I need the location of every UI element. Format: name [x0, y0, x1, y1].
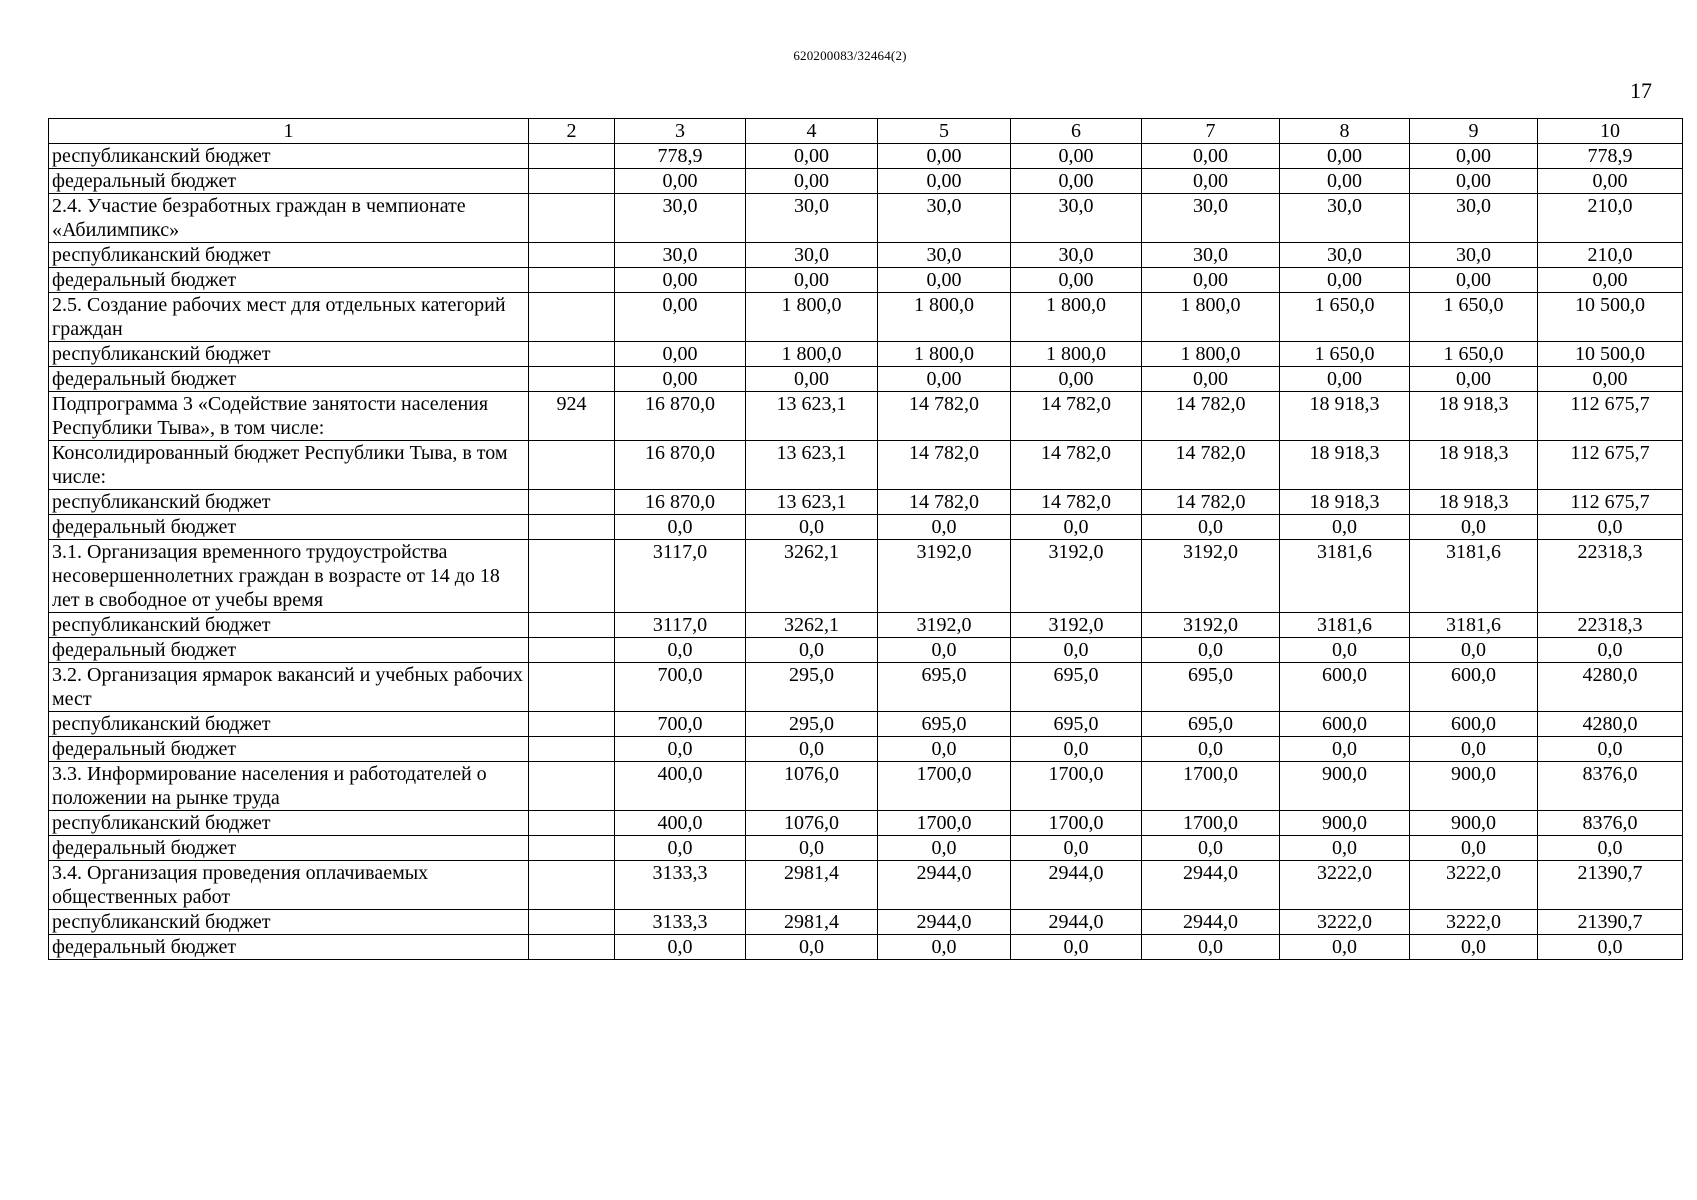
value-cell-col-7: 2944,0 — [1142, 861, 1280, 910]
value-cell-col-8: 3222,0 — [1280, 861, 1410, 910]
value-cell-col-6: 0,0 — [1011, 836, 1142, 861]
table-row — [49, 392, 1683, 441]
value-cell-col-10: 0,0 — [1538, 638, 1683, 663]
value-cell-col-8: 18 918,3 — [1280, 490, 1410, 515]
value-cell-col-10: 112 675,7 — [1538, 392, 1683, 441]
value-cell-col-10: 210,0 — [1538, 194, 1683, 243]
table-row — [49, 737, 1683, 762]
value-cell-col-6: 30,0 — [1011, 243, 1142, 268]
document-number: 620200083/32464(2) — [793, 48, 907, 63]
row-code-cell — [529, 169, 615, 194]
table-row — [49, 293, 1683, 342]
page-number: 17 — [1630, 78, 1652, 103]
value-cell-col-6: 0,0 — [1011, 935, 1142, 960]
value-cell-col-5: 1 800,0 — [878, 342, 1011, 367]
value-cell-col-5: 14 782,0 — [878, 441, 1011, 490]
value-cell-col-7: 695,0 — [1142, 663, 1280, 712]
value-cell-col-8: 0,0 — [1280, 836, 1410, 861]
value-cell-col-8: 600,0 — [1280, 663, 1410, 712]
value-cell-col-4: 0,0 — [746, 836, 878, 861]
value-cell-col-5: 1700,0 — [878, 762, 1011, 811]
row-name-cell: федеральный бюджет — [49, 836, 529, 861]
row-code-cell — [529, 367, 615, 392]
value-cell-col-7: 14 782,0 — [1142, 441, 1280, 490]
value-cell-col-8: 0,0 — [1280, 515, 1410, 540]
value-cell-col-4: 0,0 — [746, 935, 878, 960]
value-cell-col-4: 295,0 — [746, 663, 878, 712]
value-cell-col-3: 0,0 — [615, 737, 746, 762]
table-row — [49, 638, 1683, 663]
value-cell-col-4: 1 800,0 — [746, 342, 878, 367]
value-cell-col-7: 0,00 — [1142, 268, 1280, 293]
value-cell-col-6: 2944,0 — [1011, 861, 1142, 910]
table-row — [49, 540, 1683, 613]
value-cell-col-8: 0,0 — [1280, 638, 1410, 663]
value-cell-col-3: 0,0 — [615, 935, 746, 960]
table-row — [49, 762, 1683, 811]
value-cell-col-7: 14 782,0 — [1142, 392, 1280, 441]
table-row — [49, 910, 1683, 935]
value-cell-col-4: 0,0 — [746, 638, 878, 663]
value-cell-col-9: 600,0 — [1410, 663, 1538, 712]
row-code-cell — [529, 194, 615, 243]
value-cell-col-4: 0,00 — [746, 169, 878, 194]
value-cell-col-4: 2981,4 — [746, 861, 878, 910]
value-cell-col-3: 778,9 — [615, 144, 746, 169]
row-name-cell: 2.4. Участие безработных граждан в чемпионате «Абилимпикс» — [49, 194, 529, 243]
value-cell-col-5: 1 800,0 — [878, 293, 1011, 342]
value-cell-col-6: 0,0 — [1011, 515, 1142, 540]
value-cell-col-9: 900,0 — [1410, 811, 1538, 836]
value-cell-col-4: 3262,1 — [746, 613, 878, 638]
table-row — [49, 663, 1683, 712]
value-cell-col-10: 10 500,0 — [1538, 342, 1683, 367]
value-cell-col-9: 3222,0 — [1410, 861, 1538, 910]
table-row — [49, 712, 1683, 737]
row-code-cell — [529, 268, 615, 293]
value-cell-col-4: 13 623,1 — [746, 392, 878, 441]
row-code-cell — [529, 144, 615, 169]
value-cell-col-7: 1700,0 — [1142, 762, 1280, 811]
value-cell-col-4: 1076,0 — [746, 762, 878, 811]
value-cell-col-4: 1076,0 — [746, 811, 878, 836]
value-cell-col-9: 0,0 — [1410, 515, 1538, 540]
value-cell-col-4: 0,00 — [746, 144, 878, 169]
row-code-cell — [529, 515, 615, 540]
value-cell-col-5: 0,0 — [878, 935, 1011, 960]
value-cell-col-8: 1 650,0 — [1280, 342, 1410, 367]
value-cell-col-3: 0,00 — [615, 268, 746, 293]
table-row — [49, 194, 1683, 243]
row-code-cell — [529, 762, 615, 811]
value-cell-col-5: 14 782,0 — [878, 490, 1011, 515]
value-cell-col-10: 8376,0 — [1538, 762, 1683, 811]
row-name-cell: республиканский бюджет — [49, 144, 529, 169]
value-cell-col-8: 900,0 — [1280, 811, 1410, 836]
value-cell-col-5: 0,00 — [878, 144, 1011, 169]
value-cell-col-9: 1 650,0 — [1410, 342, 1538, 367]
value-cell-col-3: 700,0 — [615, 663, 746, 712]
value-cell-col-5: 0,00 — [878, 367, 1011, 392]
value-cell-col-3: 0,0 — [615, 836, 746, 861]
value-cell-col-10: 21390,7 — [1538, 910, 1683, 935]
value-cell-col-10: 8376,0 — [1538, 811, 1683, 836]
value-cell-col-9: 1 650,0 — [1410, 293, 1538, 342]
column-header-2: 2 — [529, 119, 615, 144]
value-cell-col-4: 30,0 — [746, 243, 878, 268]
row-name-cell: 3.2. Организация ярмарок вакансий и учебных рабочих мест — [49, 663, 529, 712]
value-cell-col-6: 1700,0 — [1011, 811, 1142, 836]
value-cell-col-3: 16 870,0 — [615, 490, 746, 515]
value-cell-col-5: 0,00 — [878, 268, 1011, 293]
value-cell-col-3: 30,0 — [615, 243, 746, 268]
value-cell-col-9: 3222,0 — [1410, 910, 1538, 935]
row-name-cell: федеральный бюджет — [49, 638, 529, 663]
value-cell-col-6: 2944,0 — [1011, 910, 1142, 935]
value-cell-col-9: 0,0 — [1410, 737, 1538, 762]
value-cell-col-6: 1 800,0 — [1011, 293, 1142, 342]
row-name-cell: федеральный бюджет — [49, 737, 529, 762]
row-name-cell: республиканский бюджет — [49, 243, 529, 268]
value-cell-col-9: 0,00 — [1410, 268, 1538, 293]
value-cell-col-9: 18 918,3 — [1410, 392, 1538, 441]
value-cell-col-9: 0,0 — [1410, 836, 1538, 861]
value-cell-col-4: 30,0 — [746, 194, 878, 243]
table-row — [49, 811, 1683, 836]
table-body — [49, 144, 1683, 960]
value-cell-col-7: 0,0 — [1142, 737, 1280, 762]
value-cell-col-5: 2944,0 — [878, 910, 1011, 935]
value-cell-col-5: 30,0 — [878, 243, 1011, 268]
value-cell-col-3: 0,00 — [615, 169, 746, 194]
value-cell-col-8: 3181,6 — [1280, 540, 1410, 613]
row-code-cell — [529, 638, 615, 663]
value-cell-col-9: 0,00 — [1410, 367, 1538, 392]
row-code-cell — [529, 861, 615, 910]
value-cell-col-7: 1700,0 — [1142, 811, 1280, 836]
row-code-cell — [529, 613, 615, 638]
value-cell-col-3: 400,0 — [615, 762, 746, 811]
value-cell-col-4: 13 623,1 — [746, 441, 878, 490]
value-cell-col-6: 0,00 — [1011, 268, 1142, 293]
value-cell-col-5: 695,0 — [878, 663, 1011, 712]
row-name-cell: республиканский бюджет — [49, 342, 529, 367]
column-header-6: 6 — [1011, 119, 1142, 144]
value-cell-col-8: 900,0 — [1280, 762, 1410, 811]
table-row — [49, 836, 1683, 861]
row-code-cell — [529, 490, 615, 515]
column-header-1: 1 — [49, 119, 529, 144]
value-cell-col-6: 3192,0 — [1011, 613, 1142, 638]
value-cell-col-4: 0,00 — [746, 367, 878, 392]
value-cell-col-5: 3192,0 — [878, 613, 1011, 638]
row-code-cell — [529, 293, 615, 342]
table-row — [49, 861, 1683, 910]
value-cell-col-3: 400,0 — [615, 811, 746, 836]
value-cell-col-4: 1 800,0 — [746, 293, 878, 342]
row-name-cell: федеральный бюджет — [49, 169, 529, 194]
value-cell-col-10: 778,9 — [1538, 144, 1683, 169]
row-code-cell — [529, 935, 615, 960]
row-code-cell — [529, 342, 615, 367]
value-cell-col-5: 0,00 — [878, 169, 1011, 194]
value-cell-col-4: 3262,1 — [746, 540, 878, 613]
value-cell-col-6: 0,00 — [1011, 144, 1142, 169]
value-cell-col-6: 3192,0 — [1011, 540, 1142, 613]
value-cell-col-10: 21390,7 — [1538, 861, 1683, 910]
value-cell-col-8: 600,0 — [1280, 712, 1410, 737]
row-name-cell: республиканский бюджет — [49, 811, 529, 836]
value-cell-col-4: 13 623,1 — [746, 490, 878, 515]
row-name-cell: 2.5. Создание рабочих мест для отдельных категорий граждан — [49, 293, 529, 342]
table-row — [49, 169, 1683, 194]
value-cell-col-3: 3117,0 — [615, 613, 746, 638]
table-row — [49, 144, 1683, 169]
value-cell-col-8: 0,00 — [1280, 169, 1410, 194]
value-cell-col-3: 16 870,0 — [615, 441, 746, 490]
row-code-cell — [529, 910, 615, 935]
value-cell-col-10: 0,00 — [1538, 169, 1683, 194]
value-cell-col-4: 0,00 — [746, 268, 878, 293]
value-cell-col-3: 30,0 — [615, 194, 746, 243]
value-cell-col-9: 18 918,3 — [1410, 490, 1538, 515]
value-cell-col-9: 3181,6 — [1410, 613, 1538, 638]
value-cell-col-9: 18 918,3 — [1410, 441, 1538, 490]
value-cell-col-6: 695,0 — [1011, 663, 1142, 712]
column-header-9: 9 — [1410, 119, 1538, 144]
value-cell-col-3: 3117,0 — [615, 540, 746, 613]
value-cell-col-8: 0,0 — [1280, 935, 1410, 960]
table-row — [49, 367, 1683, 392]
value-cell-col-7: 0,00 — [1142, 169, 1280, 194]
value-cell-col-10: 0,0 — [1538, 836, 1683, 861]
value-cell-col-7: 1 800,0 — [1142, 342, 1280, 367]
row-code-cell — [529, 663, 615, 712]
value-cell-col-10: 112 675,7 — [1538, 441, 1683, 490]
row-name-cell: Консолидированный бюджет Республики Тыва, в том числе: — [49, 441, 529, 490]
value-cell-col-3: 3133,3 — [615, 861, 746, 910]
value-cell-col-8: 18 918,3 — [1280, 392, 1410, 441]
row-name-cell: Подпрограмма 3 «Содействие занятости населения Республики Тыва», в том числе: — [49, 392, 529, 441]
table-row — [49, 342, 1683, 367]
value-cell-col-8: 0,00 — [1280, 367, 1410, 392]
table-row — [49, 268, 1683, 293]
value-cell-col-8: 3222,0 — [1280, 910, 1410, 935]
row-code-cell — [529, 441, 615, 490]
value-cell-col-6: 0,00 — [1011, 367, 1142, 392]
value-cell-col-9: 900,0 — [1410, 762, 1538, 811]
value-cell-col-3: 700,0 — [615, 712, 746, 737]
table-row — [49, 935, 1683, 960]
value-cell-col-4: 2981,4 — [746, 910, 878, 935]
header-row — [49, 119, 1683, 144]
value-cell-col-3: 0,00 — [615, 293, 746, 342]
value-cell-col-10: 0,0 — [1538, 515, 1683, 540]
value-cell-col-6: 14 782,0 — [1011, 490, 1142, 515]
value-cell-col-4: 295,0 — [746, 712, 878, 737]
value-cell-col-5: 0,0 — [878, 638, 1011, 663]
value-cell-col-5: 2944,0 — [878, 861, 1011, 910]
row-code-cell — [529, 712, 615, 737]
value-cell-col-6: 0,0 — [1011, 737, 1142, 762]
value-cell-col-7: 2944,0 — [1142, 910, 1280, 935]
value-cell-col-7: 0,00 — [1142, 144, 1280, 169]
value-cell-col-6: 14 782,0 — [1011, 441, 1142, 490]
column-header-7: 7 — [1142, 119, 1280, 144]
column-header-4: 4 — [746, 119, 878, 144]
value-cell-col-9: 0,00 — [1410, 144, 1538, 169]
value-cell-col-10: 0,0 — [1538, 737, 1683, 762]
value-cell-col-10: 210,0 — [1538, 243, 1683, 268]
value-cell-col-8: 1 650,0 — [1280, 293, 1410, 342]
column-header-8: 8 — [1280, 119, 1410, 144]
value-cell-col-9: 0,0 — [1410, 638, 1538, 663]
row-code-cell — [529, 836, 615, 861]
value-cell-col-9: 30,0 — [1410, 243, 1538, 268]
value-cell-col-7: 0,00 — [1142, 367, 1280, 392]
value-cell-col-5: 0,0 — [878, 737, 1011, 762]
value-cell-col-7: 3192,0 — [1142, 613, 1280, 638]
value-cell-col-6: 1 800,0 — [1011, 342, 1142, 367]
value-cell-col-10: 0,0 — [1538, 935, 1683, 960]
value-cell-col-3: 0,00 — [615, 342, 746, 367]
value-cell-col-3: 0,00 — [615, 367, 746, 392]
row-code-cell — [529, 811, 615, 836]
value-cell-col-7: 0,0 — [1142, 935, 1280, 960]
value-cell-col-10: 10 500,0 — [1538, 293, 1683, 342]
value-cell-col-6: 1700,0 — [1011, 762, 1142, 811]
value-cell-col-3: 16 870,0 — [615, 392, 746, 441]
value-cell-col-9: 600,0 — [1410, 712, 1538, 737]
value-cell-col-8: 30,0 — [1280, 243, 1410, 268]
value-cell-col-7: 14 782,0 — [1142, 490, 1280, 515]
row-name-cell: федеральный бюджет — [49, 935, 529, 960]
row-name-cell: республиканский бюджет — [49, 490, 529, 515]
value-cell-col-10: 22318,3 — [1538, 540, 1683, 613]
row-name-cell: 3.1. Организация временного трудоустройства несовершеннолетних граждан в возрасте от 14 до 18 лет в свободное от учебы время — [49, 540, 529, 613]
value-cell-col-5: 3192,0 — [878, 540, 1011, 613]
table-row — [49, 490, 1683, 515]
value-cell-col-5: 0,0 — [878, 836, 1011, 861]
value-cell-col-6: 30,0 — [1011, 194, 1142, 243]
value-cell-col-8: 0,0 — [1280, 737, 1410, 762]
value-cell-col-7: 1 800,0 — [1142, 293, 1280, 342]
value-cell-col-5: 695,0 — [878, 712, 1011, 737]
value-cell-col-8: 30,0 — [1280, 194, 1410, 243]
value-cell-col-9: 0,0 — [1410, 935, 1538, 960]
value-cell-col-10: 0,00 — [1538, 367, 1683, 392]
value-cell-col-6: 0,00 — [1011, 169, 1142, 194]
table-row — [49, 243, 1683, 268]
row-name-cell: республиканский бюджет — [49, 910, 529, 935]
column-header-3: 3 — [615, 119, 746, 144]
value-cell-col-7: 3192,0 — [1142, 540, 1280, 613]
value-cell-col-3: 0,0 — [615, 638, 746, 663]
row-name-cell: федеральный бюджет — [49, 367, 529, 392]
value-cell-col-7: 30,0 — [1142, 243, 1280, 268]
value-cell-col-7: 695,0 — [1142, 712, 1280, 737]
table-row — [49, 613, 1683, 638]
value-cell-col-9: 0,00 — [1410, 169, 1538, 194]
value-cell-col-7: 30,0 — [1142, 194, 1280, 243]
table-row — [49, 515, 1683, 540]
value-cell-col-9: 3181,6 — [1410, 540, 1538, 613]
column-header-5: 5 — [878, 119, 1011, 144]
value-cell-col-8: 0,00 — [1280, 144, 1410, 169]
row-code-cell — [529, 737, 615, 762]
value-cell-col-5: 0,0 — [878, 515, 1011, 540]
row-name-cell: федеральный бюджет — [49, 515, 529, 540]
row-name-cell: 3.4. Организация проведения оплачиваемых общественных работ — [49, 861, 529, 910]
value-cell-col-8: 0,00 — [1280, 268, 1410, 293]
value-cell-col-8: 18 918,3 — [1280, 441, 1410, 490]
value-cell-col-8: 3181,6 — [1280, 613, 1410, 638]
value-cell-col-5: 1700,0 — [878, 811, 1011, 836]
value-cell-col-10: 112 675,7 — [1538, 490, 1683, 515]
row-code-cell — [529, 540, 615, 613]
value-cell-col-9: 30,0 — [1410, 194, 1538, 243]
value-cell-col-4: 0,0 — [746, 737, 878, 762]
value-cell-col-6: 14 782,0 — [1011, 392, 1142, 441]
value-cell-col-10: 0,00 — [1538, 268, 1683, 293]
value-cell-col-4: 0,0 — [746, 515, 878, 540]
column-header-10: 10 — [1538, 119, 1683, 144]
budget-table — [48, 118, 1683, 960]
value-cell-col-5: 30,0 — [878, 194, 1011, 243]
value-cell-col-3: 0,0 — [615, 515, 746, 540]
row-name-cell: республиканский бюджет — [49, 613, 529, 638]
row-code-cell: 924 — [529, 392, 615, 441]
table-row — [49, 441, 1683, 490]
value-cell-col-7: 0,0 — [1142, 836, 1280, 861]
value-cell-col-6: 0,0 — [1011, 638, 1142, 663]
value-cell-col-10: 4280,0 — [1538, 712, 1683, 737]
row-name-cell: 3.3. Информирование населения и работодателей о положении на рынке труда — [49, 762, 529, 811]
value-cell-col-10: 4280,0 — [1538, 663, 1683, 712]
row-name-cell: федеральный бюджет — [49, 268, 529, 293]
value-cell-col-7: 0,0 — [1142, 515, 1280, 540]
value-cell-col-5: 14 782,0 — [878, 392, 1011, 441]
value-cell-col-3: 3133,3 — [615, 910, 746, 935]
row-name-cell: республиканский бюджет — [49, 712, 529, 737]
row-code-cell — [529, 243, 615, 268]
value-cell-col-7: 0,0 — [1142, 638, 1280, 663]
value-cell-col-10: 22318,3 — [1538, 613, 1683, 638]
value-cell-col-6: 695,0 — [1011, 712, 1142, 737]
